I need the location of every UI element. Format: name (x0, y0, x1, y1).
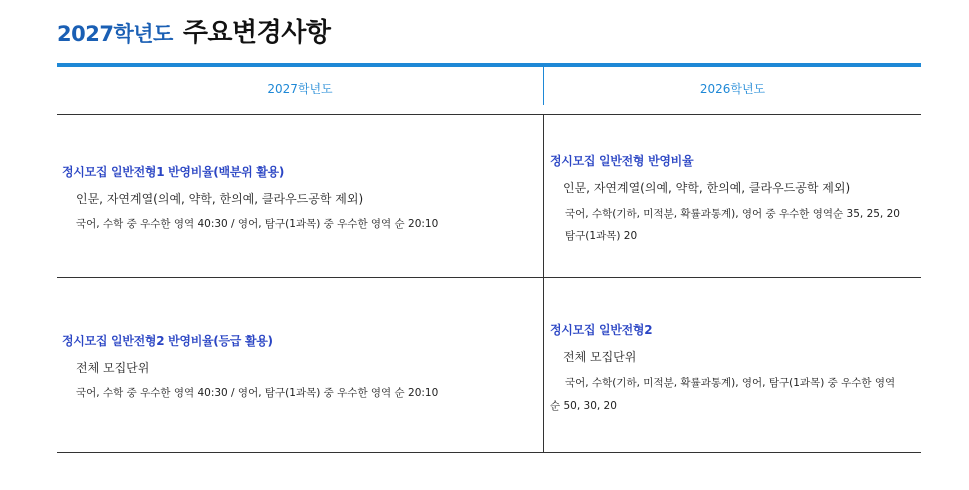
row2-2027-detail: 국어, 수학 중 우수한 영역 40:30 / 영어, 탐구(1과목) 중 우수한 영역 순 20:10 (76, 387, 439, 399)
row2-2027-heading: 정시모집 일반전형2 반영비율(등급 활용) (62, 334, 273, 348)
title-main: 주요변경사항 (182, 18, 331, 48)
row1-2026-target: 인문, 자연계열(의예, 약학, 한의예, 클라우드공학 제외) (563, 181, 851, 195)
row1-2026-detail-line1: 국어, 수학(기하, 미적분, 확률과통계), 영어 중 우수한 영역순 35, 25, 20 (565, 208, 900, 220)
column-divider (543, 115, 544, 453)
row2-2026-detail-line1: 국어, 수학(기하, 미적분, 확률과통계), 영어, 탐구(1과목) 중 우수한 영역 (565, 377, 896, 389)
row1-2027-heading: 정시모집 일반전형1 반영비율(백분위 활용) (62, 165, 285, 179)
row2-2027-target: 전체 모집단위 (76, 361, 150, 375)
row1-2027-target: 인문, 자연계열(의예, 약학, 한의예, 클라우드공학 제외) (76, 192, 364, 206)
row1-2027-detail: 국어, 수학 중 우수한 영역 40:30 / 영어, 탐구(1과목) 중 우수한 영역 순 20:10 (76, 218, 439, 230)
table-bottom-border (57, 452, 921, 453)
row2-2026-detail-line2: 순 50, 30, 20 (550, 400, 617, 412)
table-top-border (57, 63, 921, 67)
row1-2026-heading: 정시모집 일반전형 반영비율 (550, 154, 694, 168)
column-header-2026: 2026학년도 (699, 82, 766, 96)
row1-2026-detail-line2: 탐구(1과목) 20 (565, 230, 638, 242)
row2-2026-target: 전체 모집단위 (563, 350, 637, 364)
row2-2026-heading: 정시모집 일반전형2 (550, 323, 653, 337)
header-column-divider (543, 67, 544, 105)
row-divider (57, 277, 921, 278)
page-title (57, 12, 331, 49)
column-header-2027: 2027학년도 (267, 82, 333, 96)
header-bottom-border (57, 114, 921, 115)
title-year: 2027학년도 (57, 22, 173, 46)
